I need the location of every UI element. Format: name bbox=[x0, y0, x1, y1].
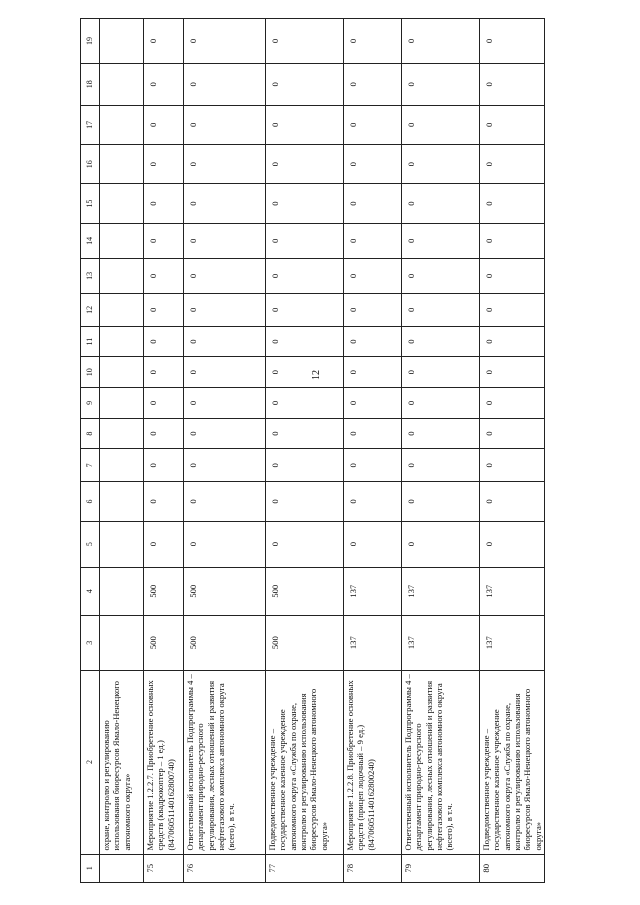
table-landscape-frame bbox=[80, 18, 543, 883]
table-row bbox=[184, 19, 266, 883]
column-header-2: 2 bbox=[81, 670, 100, 854]
value-col-17: 0 bbox=[184, 105, 266, 144]
value-col-10: 0 bbox=[402, 357, 480, 388]
value-col-4: 500 bbox=[144, 567, 184, 615]
value-col-7: 0 bbox=[266, 449, 344, 482]
value-col-10: 0 bbox=[144, 357, 184, 388]
value-col-15: 0 bbox=[144, 184, 184, 223]
value-col-8: 0 bbox=[184, 418, 266, 449]
value-col-10: 0 bbox=[344, 357, 402, 388]
value-col-17: 0 bbox=[266, 105, 344, 144]
value-col-8: 0 bbox=[144, 418, 184, 449]
rotated-table-area bbox=[80, 18, 543, 883]
column-header-9: 9 bbox=[81, 388, 100, 419]
value-col-13: 0 bbox=[266, 258, 344, 293]
value-col-14: 0 bbox=[344, 223, 402, 258]
value-col-3: 137 bbox=[480, 615, 545, 670]
column-header-4: 4 bbox=[81, 567, 100, 615]
value-col-9: 0 bbox=[144, 388, 184, 419]
value-col-3: 500 bbox=[266, 615, 344, 670]
table-row bbox=[344, 19, 402, 883]
page-number: 12 bbox=[311, 370, 322, 380]
value-col-7 bbox=[100, 449, 144, 482]
value-col-6: 0 bbox=[344, 482, 402, 521]
column-header-6: 6 bbox=[81, 482, 100, 521]
value-col-12: 0 bbox=[480, 293, 545, 326]
value-col-5: 0 bbox=[144, 521, 184, 567]
value-col-15: 0 bbox=[344, 184, 402, 223]
table-row bbox=[266, 19, 344, 883]
table-body bbox=[100, 19, 545, 883]
value-col-15: 0 bbox=[402, 184, 480, 223]
value-col-5: 0 bbox=[402, 521, 480, 567]
column-header-17: 17 bbox=[81, 105, 100, 144]
column-header-10: 10 bbox=[81, 357, 100, 388]
row-description: охране, контролю и регулированию использования биоресурсов Ямало-Ненецкого автономного округа» bbox=[100, 670, 144, 854]
row-number: 79 bbox=[402, 854, 480, 882]
value-col-17: 0 bbox=[144, 105, 184, 144]
value-col-4 bbox=[100, 567, 144, 615]
column-header-13: 13 bbox=[81, 258, 100, 293]
value-col-7: 0 bbox=[480, 449, 545, 482]
value-col-9: 0 bbox=[266, 388, 344, 419]
value-col-16: 0 bbox=[344, 145, 402, 184]
value-col-9: 0 bbox=[184, 388, 266, 419]
value-col-15: 0 bbox=[266, 184, 344, 223]
value-col-18: 0 bbox=[344, 63, 402, 105]
table-row bbox=[100, 19, 144, 883]
value-col-7: 0 bbox=[184, 449, 266, 482]
value-col-7: 0 bbox=[402, 449, 480, 482]
value-col-19: 0 bbox=[184, 19, 266, 64]
value-col-4: 500 bbox=[184, 567, 266, 615]
value-col-10: 0 bbox=[480, 357, 545, 388]
value-col-19: 0 bbox=[266, 19, 344, 64]
value-col-4: 137 bbox=[344, 567, 402, 615]
value-col-5: 0 bbox=[266, 521, 344, 567]
value-col-9: 0 bbox=[480, 388, 545, 419]
column-header-18: 18 bbox=[81, 63, 100, 105]
row-number: 75 bbox=[144, 854, 184, 882]
value-col-14: 0 bbox=[480, 223, 545, 258]
value-col-8 bbox=[100, 418, 144, 449]
value-col-13: 0 bbox=[344, 258, 402, 293]
row-description: Мероприятие 1.2.2.7. Приобретение основных средств (квадрокоптер – 1 ед.) (84706051140162800740) bbox=[144, 670, 184, 854]
value-col-12: 0 bbox=[144, 293, 184, 326]
value-col-18: 0 bbox=[184, 63, 266, 105]
column-header-15: 15 bbox=[81, 184, 100, 223]
value-col-7: 0 bbox=[144, 449, 184, 482]
value-col-4: 137 bbox=[480, 567, 545, 615]
row-description: Подведомственное учреждение – государственное казенное учреждение автономного округа «Служба по охране, контролю и регулированию использования биоресурсов Ямало-Ненецкого автономного округа» bbox=[480, 670, 545, 854]
value-col-12: 0 bbox=[266, 293, 344, 326]
table-row bbox=[480, 19, 545, 883]
value-col-16: 0 bbox=[266, 145, 344, 184]
column-header-14: 14 bbox=[81, 223, 100, 258]
column-header-8: 8 bbox=[81, 418, 100, 449]
table-row bbox=[402, 19, 480, 883]
value-col-16: 0 bbox=[144, 145, 184, 184]
value-col-5 bbox=[100, 521, 144, 567]
column-header-11: 11 bbox=[81, 326, 100, 357]
value-col-13: 0 bbox=[402, 258, 480, 293]
value-col-10: 0 bbox=[266, 357, 344, 388]
value-col-18: 0 bbox=[144, 63, 184, 105]
value-col-5: 0 bbox=[344, 521, 402, 567]
value-col-15: 0 bbox=[480, 184, 545, 223]
value-col-16: 0 bbox=[184, 145, 266, 184]
value-col-11: 0 bbox=[402, 326, 480, 357]
value-col-6: 0 bbox=[480, 482, 545, 521]
value-col-3: 137 bbox=[344, 615, 402, 670]
value-col-9: 0 bbox=[402, 388, 480, 419]
column-header-19: 19 bbox=[81, 19, 100, 64]
header-row bbox=[81, 19, 100, 883]
value-col-14: 0 bbox=[144, 223, 184, 258]
value-col-5: 0 bbox=[480, 521, 545, 567]
value-col-13: 0 bbox=[480, 258, 545, 293]
column-header-1: 1 bbox=[81, 854, 100, 882]
value-col-4: 500 bbox=[266, 567, 344, 615]
value-col-4: 137 bbox=[402, 567, 480, 615]
budget-table bbox=[80, 18, 545, 883]
value-col-13 bbox=[100, 258, 144, 293]
table-row bbox=[144, 19, 184, 883]
value-col-17 bbox=[100, 105, 144, 144]
value-col-16: 0 bbox=[402, 145, 480, 184]
value-col-11: 0 bbox=[344, 326, 402, 357]
value-col-18: 0 bbox=[266, 63, 344, 105]
value-col-18: 0 bbox=[402, 63, 480, 105]
column-header-3: 3 bbox=[81, 615, 100, 670]
value-col-19: 0 bbox=[402, 19, 480, 64]
row-number: 78 bbox=[344, 854, 402, 882]
value-col-5: 0 bbox=[184, 521, 266, 567]
value-col-6: 0 bbox=[184, 482, 266, 521]
value-col-11 bbox=[100, 326, 144, 357]
value-col-6: 0 bbox=[144, 482, 184, 521]
value-col-12: 0 bbox=[184, 293, 266, 326]
value-col-6: 0 bbox=[402, 482, 480, 521]
value-col-17: 0 bbox=[480, 105, 545, 144]
value-col-6 bbox=[100, 482, 144, 521]
value-col-13: 0 bbox=[184, 258, 266, 293]
value-col-17: 0 bbox=[344, 105, 402, 144]
value-col-17: 0 bbox=[402, 105, 480, 144]
row-description: Ответственный исполнитель Подпрограммы 4 – департамент природно-ресурсного регулирования, лесных отношений и развития нефтегазового комплекса автономного округа (всего), в т.ч. bbox=[184, 670, 266, 854]
value-col-6: 0 bbox=[266, 482, 344, 521]
value-col-3: 137 bbox=[402, 615, 480, 670]
value-col-8: 0 bbox=[402, 418, 480, 449]
value-col-11: 0 bbox=[480, 326, 545, 357]
value-col-19: 0 bbox=[144, 19, 184, 64]
value-col-19 bbox=[100, 19, 144, 64]
value-col-12: 0 bbox=[402, 293, 480, 326]
value-col-8: 0 bbox=[480, 418, 545, 449]
value-col-18 bbox=[100, 63, 144, 105]
value-col-8: 0 bbox=[344, 418, 402, 449]
value-col-9: 0 bbox=[344, 388, 402, 419]
value-col-19: 0 bbox=[344, 19, 402, 64]
value-col-14: 0 bbox=[402, 223, 480, 258]
value-col-16: 0 bbox=[480, 145, 545, 184]
value-col-10: 0 bbox=[184, 357, 266, 388]
value-col-15: 0 bbox=[184, 184, 266, 223]
row-description: Подведомственное учреждение – государственное казенное учреждение автономного округа «Служба по охране, контролю и регулированию использования биоресурсов Ямало-Ненецкого автономного округа» bbox=[266, 670, 344, 854]
value-col-16 bbox=[100, 145, 144, 184]
column-header-16: 16 bbox=[81, 145, 100, 184]
column-header-7: 7 bbox=[81, 449, 100, 482]
value-col-12 bbox=[100, 293, 144, 326]
value-col-8: 0 bbox=[266, 418, 344, 449]
value-col-13: 0 bbox=[144, 258, 184, 293]
value-col-18: 0 bbox=[480, 63, 545, 105]
value-col-11: 0 bbox=[144, 326, 184, 357]
row-number bbox=[100, 854, 144, 882]
row-number: 76 bbox=[184, 854, 266, 882]
column-header-12: 12 bbox=[81, 293, 100, 326]
row-description: Ответственный исполнитель Подпрограммы 4 – департамент природно-ресурсного регулирования, лесных отношений и развития нефтегазового комплекса автономного округа (всего), в т.ч. bbox=[402, 670, 480, 854]
value-col-19: 0 bbox=[480, 19, 545, 64]
value-col-14 bbox=[100, 223, 144, 258]
value-col-7: 0 bbox=[344, 449, 402, 482]
value-col-12: 0 bbox=[344, 293, 402, 326]
value-col-3: 500 bbox=[144, 615, 184, 670]
row-description: Мероприятие 1.2.2.8. Приобретение основных средств (прицеп лодочный – 9 ед.) (84706051140162800240) bbox=[344, 670, 402, 854]
row-number: 80 bbox=[480, 854, 545, 882]
value-col-15 bbox=[100, 184, 144, 223]
value-col-11: 0 bbox=[184, 326, 266, 357]
value-col-14: 0 bbox=[184, 223, 266, 258]
row-number: 77 bbox=[266, 854, 344, 882]
value-col-10 bbox=[100, 357, 144, 388]
value-col-14: 0 bbox=[266, 223, 344, 258]
value-col-3 bbox=[100, 615, 144, 670]
value-col-11: 0 bbox=[266, 326, 344, 357]
column-header-5: 5 bbox=[81, 521, 100, 567]
value-col-3: 500 bbox=[184, 615, 266, 670]
value-col-9 bbox=[100, 388, 144, 419]
